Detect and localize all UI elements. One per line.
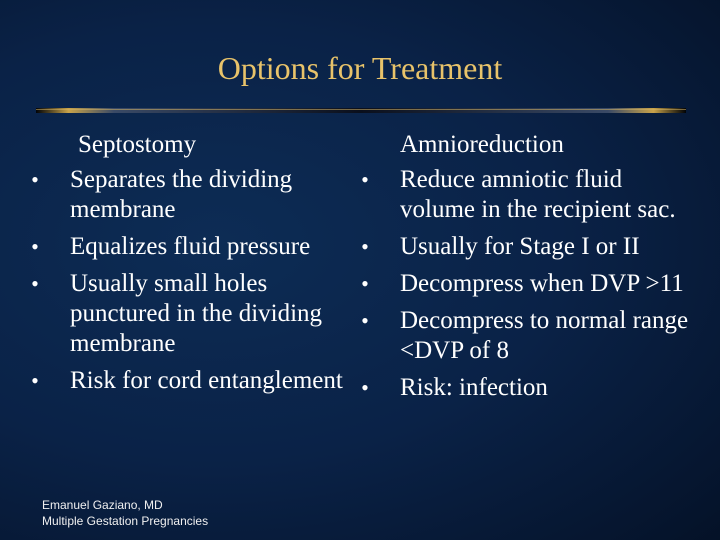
septostomy-heading: Septostomy	[78, 131, 197, 158]
bullet-icon: •	[31, 368, 39, 393]
list-item: • Risk: infection	[352, 373, 697, 403]
title-divider	[36, 106, 686, 116]
list-item: • Reduce amniotic fluid volume in the recipient sac.	[352, 165, 697, 225]
bullet-icon: •	[31, 167, 39, 192]
footer-author: Emanuel Gaziano, MD	[42, 498, 163, 512]
list-item: • Decompress to normal range <DVP of 8	[352, 306, 697, 366]
bullet-icon: •	[361, 234, 369, 259]
list-item: • Decompress when DVP >11	[352, 269, 697, 299]
septostomy-column	[22, 129, 352, 403]
bullet-icon: •	[361, 271, 369, 296]
bullet-icon: •	[361, 308, 369, 333]
list-item: • Usually small holes punctured in the dividing membrane	[22, 269, 352, 359]
footer-topic: Multiple Gestation Pregnancies	[42, 514, 209, 528]
amnioreduction-heading: Amnioreduction	[400, 131, 564, 158]
list-item: • Equalizes fluid pressure	[22, 232, 352, 262]
bullet-icon: •	[31, 271, 39, 296]
list-item: • Risk for cord entanglement	[22, 366, 352, 396]
slide-title: Options for Treatment	[217, 50, 503, 86]
amnioreduction-column	[352, 129, 697, 410]
list-item: • Separates the dividing membrane	[22, 165, 352, 225]
bullet-icon: •	[361, 375, 369, 400]
list-item: • Usually for Stage I or II	[352, 232, 697, 262]
bullet-icon: •	[31, 234, 39, 259]
amnioreduction-bullet-list	[352, 165, 697, 403]
bullet-icon: •	[361, 167, 369, 192]
slide-footer	[42, 497, 208, 529]
septostomy-bullet-list	[22, 165, 352, 396]
